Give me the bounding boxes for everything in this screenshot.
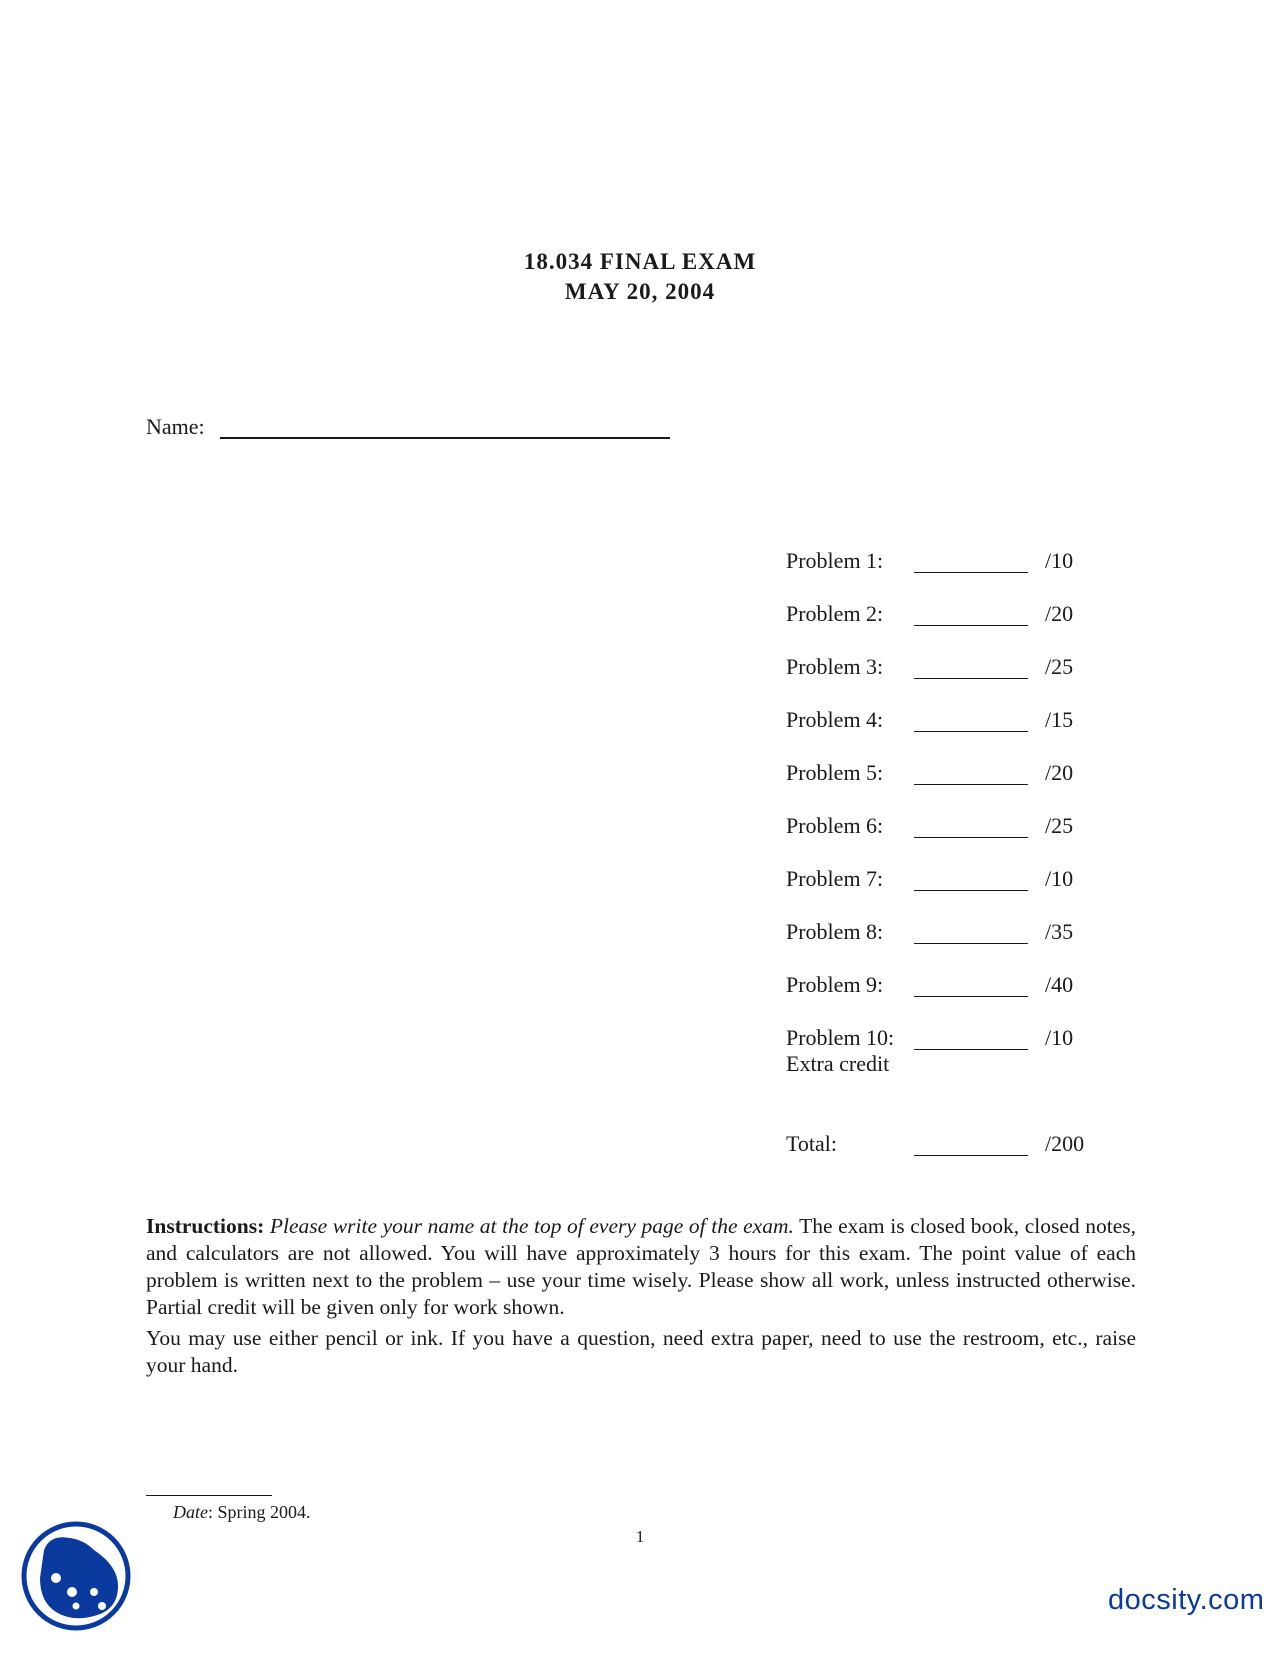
score-row-label: Problem 9:: [786, 972, 884, 997]
score-row-label: Problem 5:: [786, 760, 884, 785]
score-blank-line: [914, 837, 1028, 838]
score-row-7: [786, 866, 1116, 896]
score-blank-line: [914, 890, 1028, 891]
name-blank-line: [220, 437, 670, 439]
instructions-paragraph-2: You may use either pencil or ink. If you have a question, need extra paper, need to use the restroom, etc., raise your hand.: [146, 1326, 1136, 1377]
score-row-label: Problem 3:: [786, 654, 884, 679]
score-row-label: Problem 1:: [786, 548, 884, 573]
score-blank-line: [914, 1155, 1028, 1156]
score-row-max: /15: [1045, 707, 1074, 732]
score-row-6: [786, 813, 1116, 843]
page-number: 1: [635, 1527, 645, 1546]
score-blank-line: [914, 731, 1028, 732]
instructions-emphasis: Please write your name at the top of every page of the exam.: [269, 1214, 794, 1238]
instructions: [146, 1213, 1136, 1379]
total-label: Total:: [786, 1131, 838, 1156]
score-blank-line: [914, 678, 1028, 679]
score-row-8: [786, 919, 1116, 949]
footnote-label: Date: [173, 1502, 208, 1522]
score-row-max: /10: [1045, 866, 1074, 891]
instructions-label: Instructions:: [146, 1214, 265, 1238]
score-row-4: [786, 707, 1116, 737]
name-label: Name:: [146, 414, 205, 439]
score-row-9: [786, 972, 1116, 1002]
score-row-label: Problem 10:: [786, 1025, 895, 1050]
footnote-rule: [146, 1495, 272, 1496]
score-row-max: /35: [1045, 919, 1074, 944]
total-max: /200: [1045, 1131, 1085, 1156]
score-row-label: Problem 7:: [786, 866, 884, 891]
score-row-max: /10: [1045, 548, 1074, 573]
score-blank-line: [914, 572, 1028, 573]
score-row-max: /25: [1045, 813, 1074, 838]
score-row-1: [786, 548, 1116, 578]
score-row-max: /40: [1045, 972, 1074, 997]
score-row-label: Problem 4:: [786, 707, 884, 732]
instructions-body: The exam is closed book, closed notes, and calculators are not allowed. You will have approximately 3 hours for this exam. The point value of each problem is written next to the problem – use your time wisely. Please show all work, unless instructed otherwise. Partial credit will be given only for work shown.: [146, 1214, 1136, 1319]
score-row-label: Problem 6:: [786, 813, 884, 838]
docsity-logo-icon: [20, 1520, 132, 1632]
score-blank-line: [914, 996, 1028, 997]
instructions-paragraph-1: [146, 1213, 1136, 1321]
docsity-watermark[interactable]: docsity.com: [1108, 1584, 1265, 1616]
exam-title: 18.034 FINAL EXAM: [523, 249, 757, 274]
footnote: [173, 1502, 311, 1523]
score-row-2: [786, 601, 1116, 631]
footnote-text: : Spring 2004.: [208, 1502, 311, 1522]
score-row-max: /20: [1045, 760, 1074, 785]
score-row-max: /20: [1045, 601, 1074, 626]
extra-credit-note: Extra credit: [786, 1051, 890, 1076]
score-blank-line: [914, 625, 1028, 626]
score-blank-line: [914, 784, 1028, 785]
score-row-label: Problem 2:: [786, 601, 884, 626]
score-row-3: [786, 654, 1116, 684]
score-row-5: [786, 760, 1116, 790]
score-row-label: Problem 8:: [786, 919, 884, 944]
score-row-max: /25: [1045, 654, 1074, 679]
score-row-max: /10: [1045, 1025, 1074, 1050]
score-blank-line: [914, 1049, 1028, 1050]
exam-date: MAY 20, 2004: [564, 279, 716, 304]
score-blank-line: [914, 943, 1028, 944]
score-row-total: [786, 1131, 1116, 1161]
